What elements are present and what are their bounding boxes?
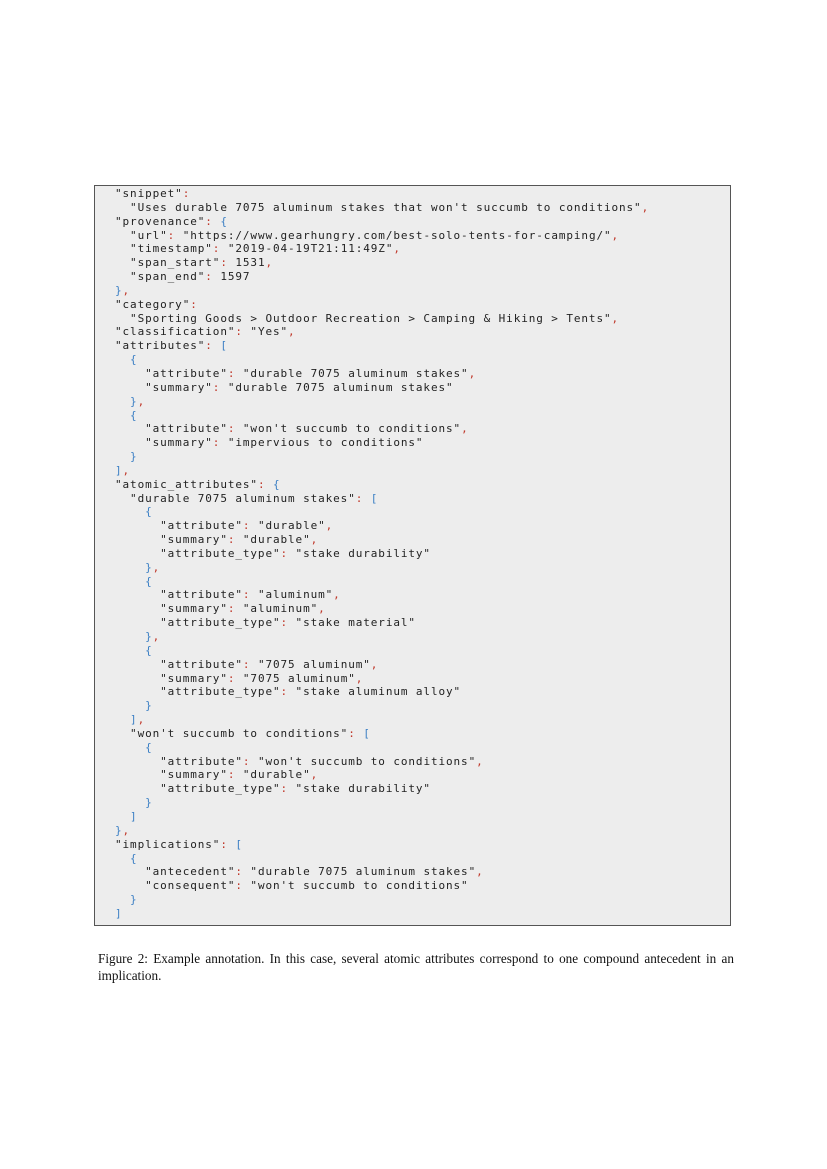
code-line: ], bbox=[130, 713, 146, 727]
code-line: "summary": "7075 aluminum", bbox=[115, 671, 364, 685]
code-line: { bbox=[145, 643, 153, 657]
code-line: { bbox=[130, 851, 138, 865]
code-line: { bbox=[145, 505, 153, 519]
code-line: "timestamp": "2019-04-19T21:11:49Z", bbox=[115, 242, 401, 256]
code-block bbox=[94, 185, 731, 926]
code-line: "provenance": { bbox=[115, 214, 228, 228]
code-line: "attribute": "durable", bbox=[115, 519, 334, 533]
code-line: "summary": "durable", bbox=[115, 533, 319, 547]
code-line: "durable 7075 aluminum stakes": [ bbox=[115, 491, 379, 505]
code-line: "span_start": 1531, bbox=[115, 256, 274, 270]
code-line: "classification": "Yes", bbox=[115, 325, 296, 339]
code-line: "attribute_type": "stake durability" bbox=[115, 782, 431, 796]
code-line: "implications": [ bbox=[115, 837, 243, 851]
code-line: }, bbox=[115, 283, 131, 297]
figure-caption: Figure 2: Example annotation. In this case, several atomic attributes correspond to one compound antecedent in an implication. bbox=[98, 951, 734, 983]
code-line: "category": bbox=[115, 297, 198, 311]
code-line: "attribute_type": "stake durability" bbox=[115, 546, 431, 560]
code-line: "attribute": "7075 aluminum", bbox=[115, 657, 379, 671]
code-line: "attribute": "aluminum", bbox=[115, 588, 341, 602]
json-listing bbox=[115, 187, 649, 921]
code-line: } bbox=[145, 699, 153, 713]
code-line: "summary": "durable", bbox=[115, 768, 319, 782]
code-line: }, bbox=[145, 630, 161, 643]
code-line: } bbox=[130, 893, 138, 907]
code-line: "summary": "impervious to conditions" bbox=[115, 436, 424, 450]
code-line: "attributes": [ bbox=[115, 339, 228, 353]
code-line: ] bbox=[130, 809, 138, 823]
code-line: { bbox=[145, 574, 153, 588]
code-line: "url": "https://www.gearhungry.com/best-solo-tents-for-camping/", bbox=[115, 228, 620, 242]
code-line: "antecedent": "durable 7075 aluminum stakes", bbox=[115, 865, 484, 879]
code-line: "attribute": "durable 7075 aluminum stakes", bbox=[115, 366, 477, 380]
code-line: "span_end": 1597 bbox=[115, 270, 251, 284]
code-line: ], bbox=[115, 463, 131, 477]
code-line: { bbox=[130, 353, 138, 367]
code-line: }, bbox=[130, 394, 146, 408]
code-line: "attribute": "won't succumb to conditions", bbox=[115, 754, 484, 768]
code-line: }, bbox=[145, 560, 161, 574]
code-line: "attribute_type": "stake material" bbox=[115, 616, 416, 630]
code-line: } bbox=[145, 796, 153, 810]
code-line: "snippet": bbox=[115, 187, 191, 200]
code-line: "won't succumb to conditions": [ bbox=[115, 726, 371, 740]
code-line: }, bbox=[115, 823, 131, 837]
code-line: "consequent": "won't succumb to conditions" bbox=[115, 879, 469, 893]
code-line: "Sporting Goods > Outdoor Recreation > Camping & Hiking > Tents", bbox=[115, 311, 620, 325]
code-line: "summary": "aluminum", bbox=[115, 602, 326, 616]
code-line: ] bbox=[115, 906, 123, 920]
code-line: "attribute": "won't succumb to conditions", bbox=[115, 422, 469, 436]
code-line: } bbox=[130, 450, 138, 464]
code-line: "atomic_attributes": { bbox=[115, 477, 281, 491]
code-line: { bbox=[145, 740, 153, 754]
code-line: "summary": "durable 7075 aluminum stakes" bbox=[115, 380, 454, 394]
code-line: { bbox=[130, 408, 138, 422]
code-line: "attribute_type": "stake aluminum alloy" bbox=[115, 685, 462, 699]
code-line: "Uses durable 7075 aluminum stakes that won't succumb to conditions", bbox=[115, 200, 650, 214]
